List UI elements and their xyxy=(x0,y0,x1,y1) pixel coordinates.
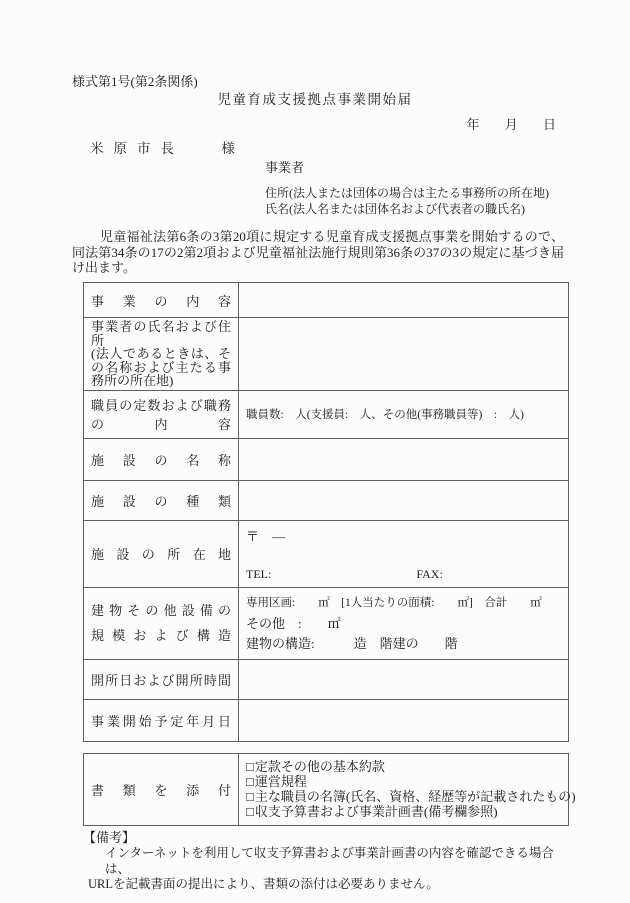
attachment-item-label: 運営規程 xyxy=(254,774,307,789)
attachment-item xyxy=(246,789,576,804)
row-label: 施設の所在地 xyxy=(84,520,239,587)
date-day-label: 日 xyxy=(542,117,556,132)
tel-label: TEL: xyxy=(246,566,272,581)
table-row-planned-start-date xyxy=(84,699,569,741)
other-area-line: その他 : ㎡ xyxy=(246,615,341,631)
row-value xyxy=(239,480,569,520)
row-value xyxy=(239,283,569,318)
date-month-label: 月 xyxy=(504,117,518,132)
attachment-table xyxy=(83,753,576,826)
remarks-section xyxy=(83,830,568,893)
checkbox-icon: □ xyxy=(246,789,254,804)
row-label: 開所日および開所時間 xyxy=(84,659,239,699)
addressee-honorific: 様 xyxy=(221,141,235,156)
attachment-item-label: 収支予算書および事業計画書(備考欄参照) xyxy=(254,804,498,819)
applicant-address-line: 住所(法人または団体の場合は主たる事務所の所在地) xyxy=(265,186,549,200)
row-label: 書類を添付 xyxy=(84,753,239,825)
date-line xyxy=(466,114,556,133)
row-label: 事業者の氏名および住所 (法人であるときは、その名称および主たる事務所の所在地) xyxy=(84,318,239,391)
postal-code-line: 〒 ― xyxy=(246,528,286,544)
form-number: 様式第1号(第2条関係) xyxy=(72,74,198,89)
row-value xyxy=(239,520,569,587)
applicant-block xyxy=(265,160,549,217)
row-label: 施設の名称 xyxy=(84,438,239,480)
table-row-opening-hours xyxy=(84,659,569,699)
table-row-facility-name xyxy=(84,438,569,480)
table-row-facility-type xyxy=(84,480,569,520)
row-label: 建物その他設備の 規模および構造 xyxy=(84,587,239,659)
staff-count-line: 職員数: 人(支援員: 人、その他(事務職員等) : 人) xyxy=(246,409,524,421)
remarks-heading: 【備考】 xyxy=(83,829,136,845)
checkbox-icon: □ xyxy=(246,774,254,789)
attachment-list xyxy=(239,753,576,825)
applicant-name-line: 氏名(法人名または団体名および代表者の職氏名) xyxy=(265,202,525,216)
attachment-item xyxy=(246,759,561,774)
intro-paragraph: 児童福祉法第6条の3第20項に規定する児童育成支援拠点事業を開始するので、同法第34条の17の2第2項および児童福祉法施行規則第36条の37の3の規定に基づき届け出ます。 xyxy=(72,229,564,275)
attachment-item xyxy=(246,774,561,789)
attachment-item xyxy=(246,804,561,819)
row-value xyxy=(239,438,569,480)
row-value xyxy=(239,587,569,659)
remarks-line: URLを記載書面の提出により、書類の添付は必要ありません。 xyxy=(88,877,439,891)
table-row-operator-name-address xyxy=(84,318,569,391)
table-row-building-structure xyxy=(84,587,569,659)
row-value xyxy=(239,659,569,699)
attachment-item-label: 定款その他の基本約款 xyxy=(254,759,385,774)
row-value xyxy=(239,318,569,391)
row-label: 事業開始予定年月日 xyxy=(84,699,239,741)
dedicated-area-line: 専用区画: ㎡ [1人当たりの面積: ㎡] 合計 ㎡ xyxy=(246,596,542,609)
fax-label: FAX: xyxy=(416,566,443,581)
row-label: 職員の定数および職務の内容 xyxy=(84,390,239,438)
page-title: 児童育成支援拠点事業開始届 xyxy=(217,92,413,107)
row-value xyxy=(239,699,569,741)
main-form-table xyxy=(83,282,569,742)
tel-fax-line xyxy=(246,567,561,582)
row-label: 事業の内容 xyxy=(84,283,239,318)
table-row-facility-location xyxy=(84,520,569,587)
attachment-item-label: 主な職員の名簿(氏名、資格、経歴等が記載されたもの) xyxy=(254,789,576,804)
addressee-name: 米原市長 xyxy=(90,141,184,156)
row-label: 施設の種類 xyxy=(84,480,239,520)
table-row-business-content xyxy=(84,283,569,318)
checkbox-icon: □ xyxy=(246,804,254,819)
applicant-label: 事業者 xyxy=(265,160,305,175)
checkbox-icon: □ xyxy=(246,759,254,774)
addressee-line xyxy=(90,137,235,157)
table-row-staff xyxy=(84,390,569,438)
building-structure-line: 建物の構造: 造 階建の 階 xyxy=(246,635,458,651)
row-value xyxy=(239,390,569,438)
table-row-attachments xyxy=(84,753,569,825)
remarks-line: インターネットを利用して収支予算書および事業計画書の内容を確認できる場合は、 xyxy=(105,846,554,876)
date-year-label: 年 xyxy=(466,117,480,132)
